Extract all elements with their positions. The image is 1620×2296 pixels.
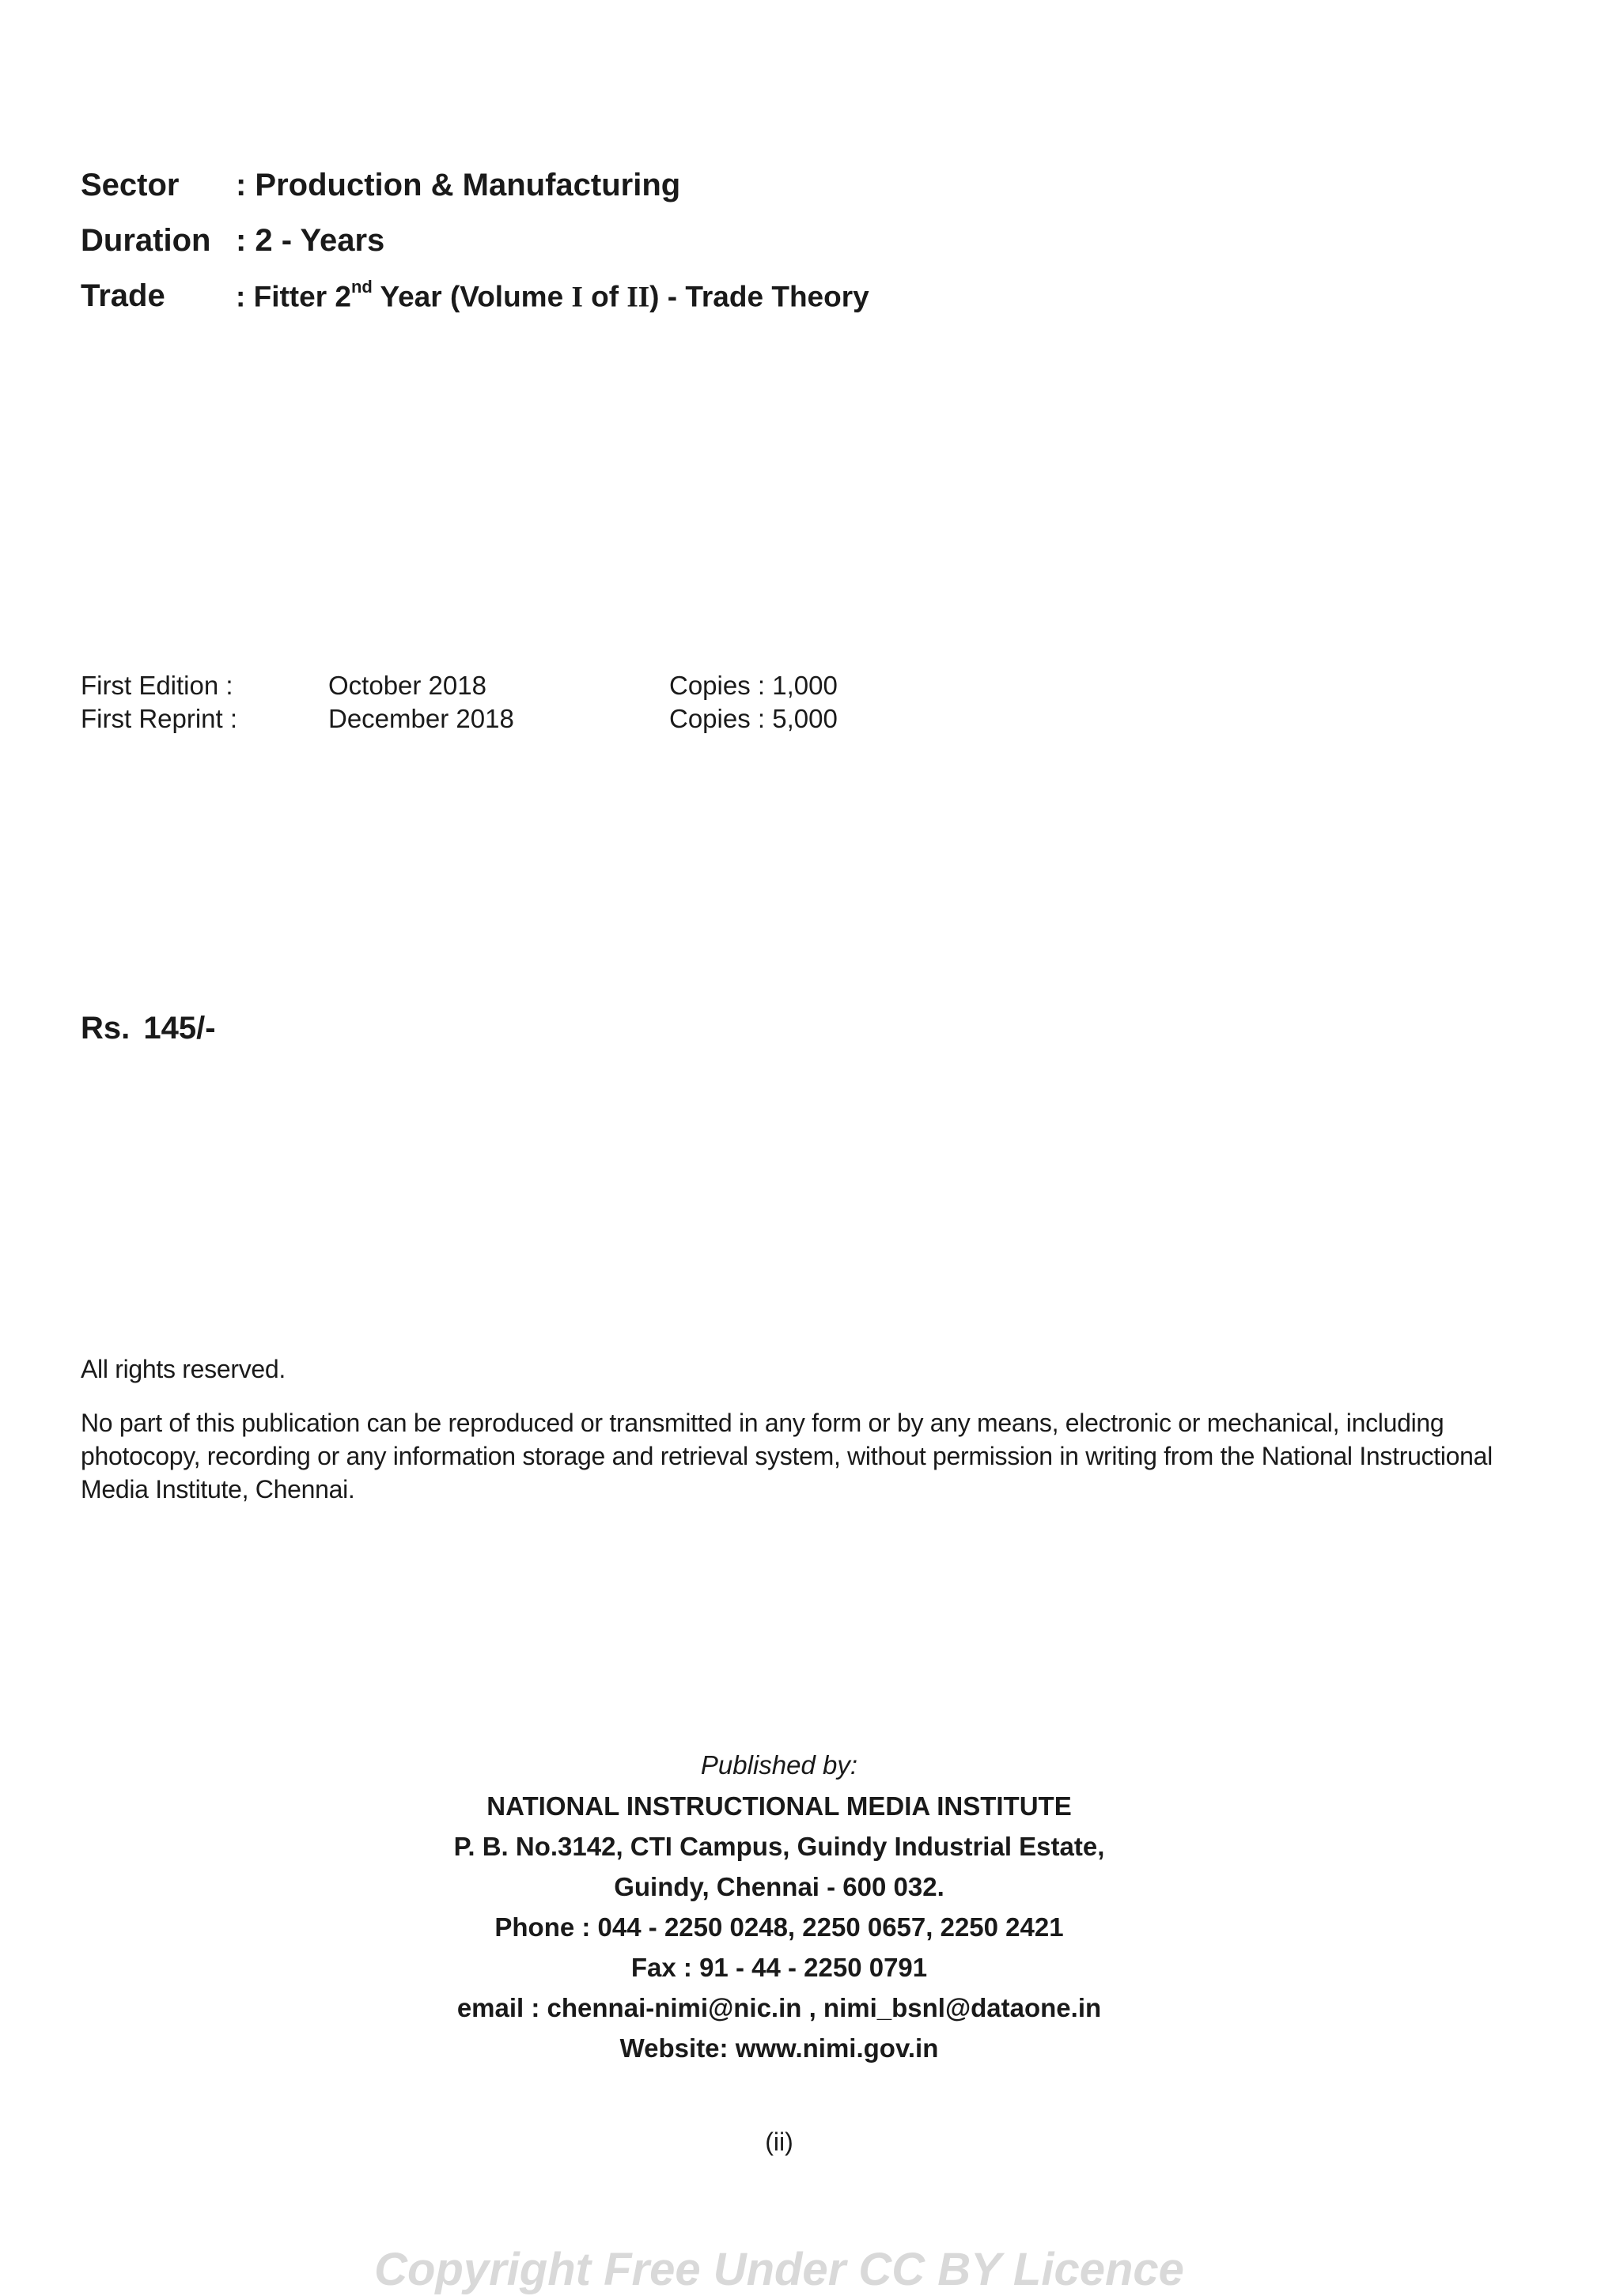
trade-label: Trade [81, 278, 165, 313]
rights-statement: No part of this publication can be reproduced or transmitted in any form or by any means, electronic or mechanical, including photocopy, recording or any information storage and retrieval system, without permission in writing from the National Instructional Media Institute, Chennai. [81, 1409, 1493, 1504]
duration-row [81, 223, 869, 278]
trade-prefix: : Fitter 2 [236, 280, 351, 312]
trade-middle: Year (Volume [372, 280, 572, 312]
course-meta [81, 168, 869, 334]
rights-notice [81, 1352, 1497, 1506]
sector-row [81, 168, 869, 223]
publisher-city: Guindy, Chennai - 600 032. [614, 1872, 944, 1901]
price: Rs. 145/- [81, 1011, 216, 1046]
trade-volume: I [571, 281, 583, 313]
edition-row-first-edition [81, 671, 838, 704]
publisher-address-line: P. B. No.3142, CTI Campus, Guindy Industrial Estate, [453, 1832, 1105, 1861]
edition-row-first-reprint [81, 704, 838, 737]
trade-value [236, 276, 869, 314]
edition-copies: Copies : 5,000 [669, 704, 838, 733]
duration-value: : 2 - Years [236, 223, 385, 258]
edition-label: First Reprint : [81, 704, 238, 733]
rights-reserved: All rights reserved. [81, 1355, 286, 1383]
edition-date: December 2018 [328, 704, 514, 733]
edition-info [81, 671, 838, 737]
publisher-email: email : chennai-nimi@nic.in , nimi_bsnl@dataone.in [456, 1993, 1102, 2022]
edition-date: October 2018 [328, 671, 486, 700]
page-number: (ii) [765, 2128, 793, 2156]
sector-value: : Production & Manufacturing [236, 168, 681, 202]
trade-superscript: nd [350, 276, 373, 297]
trade-suffix: ) - Trade Theory [649, 280, 869, 312]
sector-label: Sector [81, 168, 180, 202]
duration-label: Duration [81, 223, 211, 258]
publisher-fax: Fax : 91 - 44 - 2250 0791 [630, 1953, 928, 1982]
trade-total-volumes: II [626, 281, 650, 313]
trade-row [81, 278, 869, 334]
publisher-name: NATIONAL INSTRUCTIONAL MEDIA INSTITUTE [486, 1791, 1072, 1821]
publisher-website: Website: www.nimi.gov.in [619, 2033, 939, 2063]
publisher-phone: Phone : 044 - 2250 0248, 2250 0657, 2250 2421 [494, 1912, 1064, 1942]
published-by-heading: Published by: [700, 1750, 858, 1780]
edition-label: First Edition : [81, 671, 233, 700]
copyright-watermark: Copyright Free Under CC BY Licence [374, 2244, 1184, 2295]
publisher-block [0, 1745, 1558, 2068]
edition-copies: Copies : 1,000 [669, 671, 838, 700]
trade-of: of [582, 280, 627, 312]
